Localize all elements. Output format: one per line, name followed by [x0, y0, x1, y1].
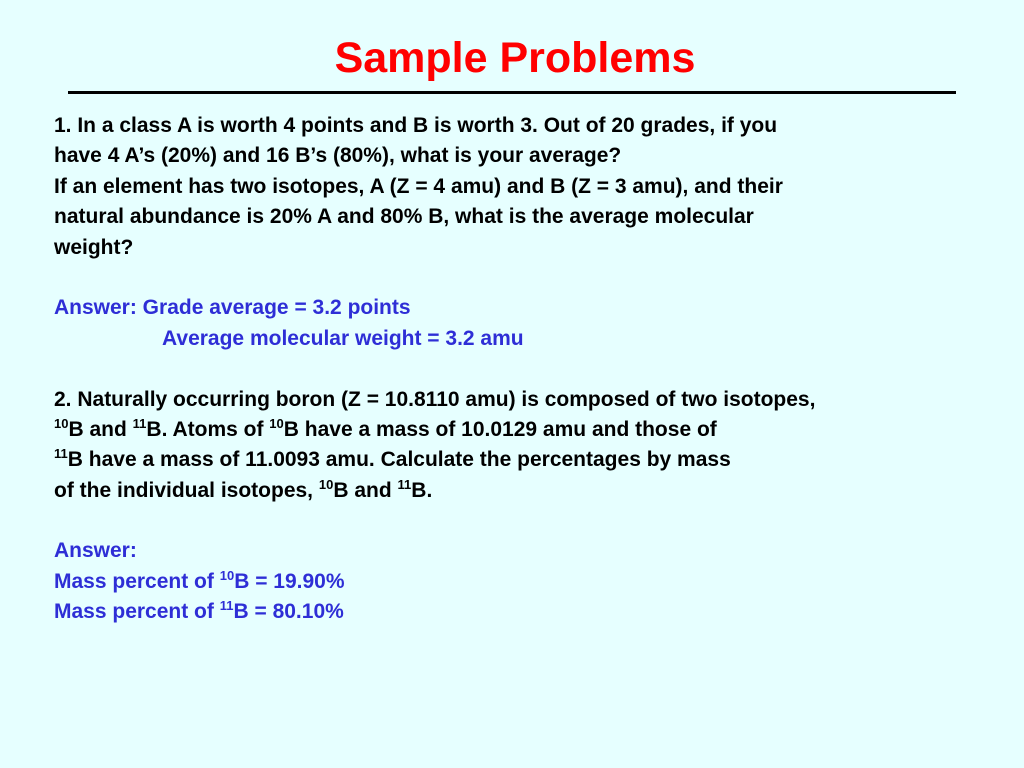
text-span: . Atoms of	[161, 417, 270, 441]
element-symbol: B	[411, 478, 427, 502]
isotope-superscript: 10	[219, 567, 235, 583]
problem2-line2	[54, 415, 1014, 445]
answer2-line1	[54, 567, 1014, 597]
isotope-superscript: 11	[397, 476, 412, 492]
text-span: Mass percent of	[54, 600, 220, 624]
element-symbol: B	[283, 417, 299, 441]
isotope-superscript: 11	[54, 446, 68, 462]
text-span: Mass percent of	[54, 569, 220, 593]
problem1-line5: weight?	[54, 235, 134, 259]
spacer	[54, 263, 1014, 293]
isotope-superscript: 11	[132, 415, 147, 431]
problem2-line4	[54, 476, 1014, 506]
spacer	[54, 506, 1014, 536]
element-symbol: B	[67, 448, 83, 472]
answer1-line2: Average molecular weight = 3.2 amu	[162, 326, 524, 350]
text-span: and	[83, 417, 133, 441]
text-span: have a mass of 10.0129 amu and those of	[298, 417, 717, 441]
problem1-line4: natural abundance is 20% A and 80% B, what is the average molecular	[54, 205, 754, 229]
element-symbol: B	[68, 417, 84, 441]
spacer	[54, 354, 1014, 384]
answer2-line2	[54, 597, 1014, 627]
problem2-line1: 2. Naturally occurring boron (Z = 10.8110 amu) is composed of two isotopes,	[54, 387, 816, 411]
text-span: of the individual isotopes,	[54, 478, 319, 502]
isotope-superscript: 10	[318, 476, 334, 492]
problem2-line3	[54, 445, 1014, 475]
answer-value: B = 19.90%	[234, 569, 345, 593]
problem1-line3: If an element has two isotopes, A (Z = 4 amu) and B (Z = 3 amu), and their	[54, 174, 783, 198]
problem1-line1: 1. In a class A is worth 4 points and B is worth 3. Out of 20 grades, if you	[54, 114, 778, 137]
isotope-superscript: 10	[269, 415, 284, 431]
text-span: .	[426, 478, 433, 502]
slide-body	[54, 111, 1014, 628]
problem1-line2: have 4 A’s (20%) and 16 B’s (80%), what is your average?	[54, 144, 622, 168]
isotope-superscript: 11	[219, 598, 234, 614]
answer1-line1: Answer: Grade average = 3.2 points	[54, 296, 411, 320]
title-divider	[68, 91, 956, 94]
answer-value: B = 80.10%	[233, 600, 344, 624]
isotope-superscript: 10	[54, 415, 69, 431]
element-symbol: B	[333, 478, 349, 502]
slide-title: Sample Problems	[334, 34, 696, 82]
answer2-label: Answer:	[54, 539, 137, 563]
element-symbol: B	[146, 417, 162, 441]
text-span: have a mass of 11.0093 amu. Calculate the percentages by mass	[82, 448, 731, 472]
text-span: and	[348, 478, 398, 502]
